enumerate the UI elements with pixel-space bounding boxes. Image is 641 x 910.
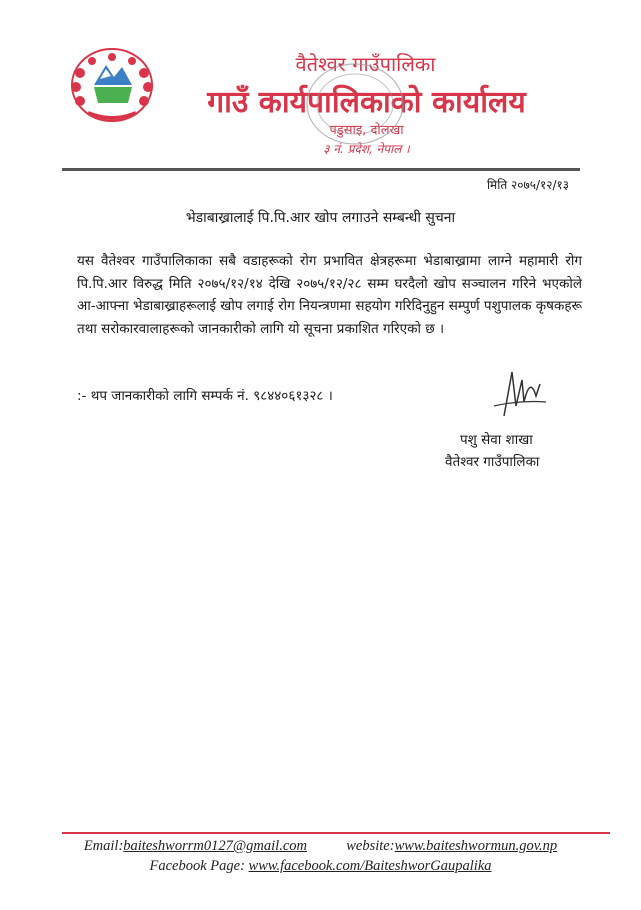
municipality-name: वैतेश्वर गाउँपालिका [295,52,436,76]
office-name: गाउँ कार्यपालिकाको कार्यालय [207,85,526,120]
handwritten-signature [490,366,550,422]
signatory-municipality: वैतेश्वर गाउँपालिका [445,454,540,470]
province-line: ३ नं. प्रदेश, नेपाल । [323,142,410,156]
website-label: website: [346,838,395,854]
notice-body: यस वैतेश्वर गाउँपालिकाका सबै वडाहरूको रोग प्रभावित क्षेत्रहरूमा भेडाबाख्रामा लाग्ने महामारी रोग पि.पि.आर विरुद्ध मिति २०७५/१२/१४ देखि २०७५/१२/२८ सम्म घरदैलो खोप सञ्चालन गरिने भएकोले आ-आफ्ना भेडाबाख्राहरूलाई खोप लगाई रोग नियन्त्रणमा सहयोग गरिदिनुहुन सम्पुर्ण पशुपालक कृषकहरू तथा सरोकारवालाहरूको जानकारीको लागि यो सूचना प्रकाशित गरिएको छ । [77,253,582,337]
footer-facebook [0,858,641,875]
office-address: पडुसाइ, दोलखा [329,123,404,138]
office-stamp [300,56,410,156]
footer-contacts [0,838,641,855]
website-link[interactable]: www.baiteshwormun.gov.np [394,838,558,854]
facebook-label: Facebook Page: [149,858,245,874]
email-label: Email: [83,838,124,854]
email-link[interactable]: baiteshworrm0127@gmail.com [123,838,307,854]
contact-line: :- थप जानकारीको लागि सम्पर्क नं. ९८४४०६१३२८ । [77,388,333,404]
signatory-section: पशु सेवा शाखा [460,432,533,448]
facebook-link[interactable]: www.facebook.com/BaiteshworGaupalika [248,858,492,874]
header-divider [62,168,580,171]
footer-divider [62,832,610,834]
notice-subject: भेडाबाख्रालाई पि.पि.आर खोप लगाउने सम्बन्धी सुचना [185,210,456,226]
document-date: मिति २०७५/१२/१३ [486,178,569,192]
